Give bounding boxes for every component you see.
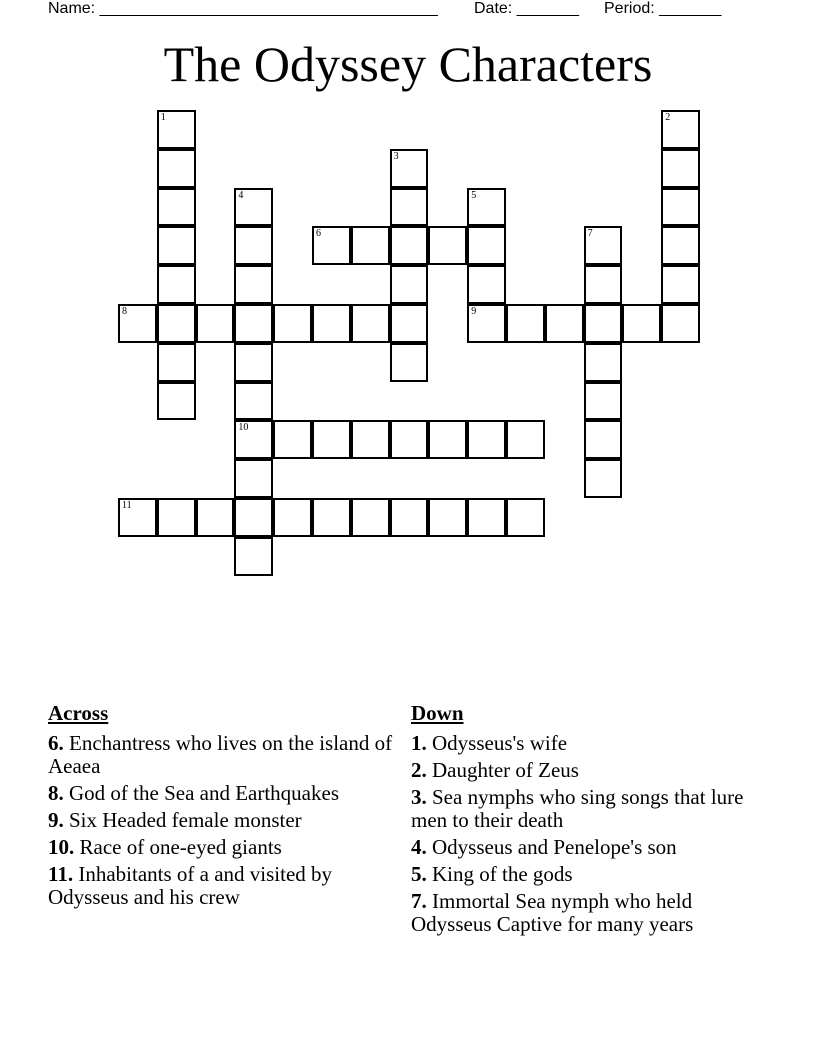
crossword-cell[interactable] bbox=[661, 149, 700, 188]
crossword-cell[interactable] bbox=[467, 188, 506, 227]
crossword-cell[interactable] bbox=[234, 382, 273, 421]
crossword-cell[interactable] bbox=[351, 420, 390, 459]
down-clue bbox=[411, 836, 756, 859]
crossword-cell[interactable] bbox=[390, 149, 429, 188]
across-clue-list bbox=[48, 732, 393, 909]
crossword-cell[interactable] bbox=[390, 304, 429, 343]
crossword-cell[interactable] bbox=[584, 226, 623, 265]
crossword-cell[interactable] bbox=[390, 188, 429, 227]
crossword-cell[interactable] bbox=[584, 459, 623, 498]
clue-number: 4. bbox=[411, 835, 427, 859]
clue-number: 8 bbox=[122, 306, 127, 317]
clue-number: 6 bbox=[316, 228, 321, 240]
crossword-cell[interactable] bbox=[157, 110, 196, 149]
crossword-cell[interactable] bbox=[467, 265, 506, 304]
clue-number: 7. bbox=[411, 889, 427, 913]
clue-number: 11. bbox=[48, 862, 74, 886]
crossword-cell[interactable] bbox=[273, 498, 312, 537]
clue-text: God of the Sea and Earthquakes bbox=[63, 781, 339, 805]
crossword-cell[interactable] bbox=[157, 382, 196, 421]
clue-number: 8. bbox=[48, 781, 64, 805]
across-clue bbox=[48, 782, 393, 805]
down-clue bbox=[411, 890, 756, 936]
clue-number: 10. bbox=[48, 835, 75, 859]
crossword-cell[interactable] bbox=[506, 420, 545, 459]
crossword-cell[interactable] bbox=[351, 304, 390, 343]
down-clue bbox=[411, 786, 756, 832]
across-clues bbox=[48, 702, 393, 913]
crossword-cell[interactable] bbox=[622, 304, 661, 343]
across-clue bbox=[48, 836, 393, 859]
down-clue-list bbox=[411, 732, 756, 936]
crossword-cell[interactable] bbox=[584, 382, 623, 421]
down-heading: Down bbox=[411, 701, 464, 725]
clue-text: Sea nymphs who sing songs that lure men to their death bbox=[411, 785, 744, 832]
crossword-cell[interactable] bbox=[584, 343, 623, 382]
crossword-cell[interactable] bbox=[467, 304, 506, 343]
crossword-cell[interactable] bbox=[661, 265, 700, 304]
crossword-cell[interactable] bbox=[467, 226, 506, 265]
crossword-cell[interactable] bbox=[273, 304, 312, 343]
crossword-cell[interactable] bbox=[584, 265, 623, 304]
crossword-cell[interactable] bbox=[661, 226, 700, 265]
crossword-cell[interactable] bbox=[234, 188, 273, 227]
crossword-cell[interactable] bbox=[545, 304, 584, 343]
crossword-cell[interactable] bbox=[506, 498, 545, 537]
clue-number: 7 bbox=[587, 228, 593, 240]
clue-number: 2 bbox=[665, 112, 671, 123]
across-heading: Across bbox=[48, 701, 109, 725]
crossword-cell[interactable] bbox=[234, 343, 273, 382]
crossword-cell[interactable] bbox=[506, 304, 545, 343]
date-label: Date: _______ bbox=[474, 0, 579, 17]
crossword-cell[interactable] bbox=[234, 498, 273, 537]
down-clue bbox=[411, 863, 756, 886]
crossword-cell[interactable] bbox=[234, 420, 273, 459]
clue-number: 4 bbox=[238, 189, 244, 201]
clue-number: 9 bbox=[471, 306, 477, 317]
clue-text: Odysseus's wife bbox=[426, 731, 568, 755]
clue-number: 10 bbox=[238, 422, 249, 434]
page-title: The Odyssey Characters bbox=[163, 36, 653, 92]
crossword-cell[interactable] bbox=[351, 498, 390, 537]
crossword-cell[interactable] bbox=[584, 304, 623, 343]
crossword-cell[interactable] bbox=[390, 420, 429, 459]
clue-text: Odysseus and Penelope's son bbox=[426, 835, 677, 859]
crossword-cell[interactable] bbox=[157, 226, 196, 265]
crossword-cell[interactable] bbox=[390, 226, 429, 265]
clue-number: 1. bbox=[411, 731, 427, 755]
clue-number: 9. bbox=[48, 808, 64, 832]
clue-number: 1 bbox=[160, 112, 166, 123]
crossword-cell[interactable] bbox=[234, 265, 273, 304]
crossword-cell[interactable] bbox=[196, 498, 235, 537]
name-label: Name: ______________________________________ bbox=[48, 0, 438, 17]
clue-text: Six Headed female monster bbox=[63, 808, 302, 832]
clue-number: 3. bbox=[411, 785, 427, 809]
crossword-cell[interactable] bbox=[428, 420, 467, 459]
crossword-cell[interactable] bbox=[428, 498, 467, 537]
clue-number: 3 bbox=[393, 150, 399, 162]
crossword-cell[interactable] bbox=[118, 498, 157, 537]
crossword-cell[interactable] bbox=[196, 304, 235, 343]
clue-number: 6. bbox=[48, 731, 64, 755]
crossword-cell[interactable] bbox=[312, 226, 351, 265]
crossword-cell[interactable] bbox=[584, 420, 623, 459]
crossword-cell[interactable] bbox=[312, 420, 351, 459]
crossword-cell[interactable] bbox=[661, 110, 700, 149]
crossword-cell[interactable] bbox=[234, 304, 273, 343]
crossword-cell[interactable] bbox=[428, 226, 467, 265]
crossword-cell[interactable] bbox=[157, 188, 196, 227]
down-clues bbox=[411, 702, 756, 940]
clue-text: Enchantress who lives on the island of Aeaea bbox=[48, 731, 393, 778]
crossword-cell[interactable] bbox=[234, 459, 273, 498]
crossword-cell[interactable] bbox=[351, 226, 390, 265]
across-clue bbox=[48, 732, 393, 778]
clue-text: King of the gods bbox=[426, 862, 573, 886]
down-clue bbox=[411, 759, 756, 782]
crossword-cell[interactable] bbox=[157, 304, 196, 343]
crossword-cell[interactable] bbox=[467, 420, 506, 459]
crossword-cell[interactable] bbox=[390, 343, 429, 382]
crossword-cell[interactable] bbox=[661, 304, 700, 343]
crossword-cell[interactable] bbox=[157, 265, 196, 304]
crossword-cell[interactable] bbox=[157, 498, 196, 537]
clue-number: 2. bbox=[411, 758, 427, 782]
down-clue bbox=[411, 732, 756, 755]
crossword-cell[interactable] bbox=[157, 149, 196, 188]
clue-number: 5 bbox=[471, 189, 477, 201]
crossword-cell[interactable] bbox=[234, 537, 273, 576]
across-clue bbox=[48, 809, 393, 832]
crossword-cell[interactable] bbox=[390, 265, 429, 304]
crossword-cell[interactable] bbox=[234, 226, 273, 265]
crossword-cell[interactable] bbox=[312, 304, 351, 343]
clue-text: Race of one-eyed giants bbox=[74, 835, 282, 859]
clue-number: 11 bbox=[122, 500, 132, 511]
clue-text: Inhabitants of a and visited by Odysseus and his crew bbox=[48, 862, 333, 909]
across-clue bbox=[48, 863, 393, 909]
crossword-cell[interactable] bbox=[118, 304, 157, 343]
crossword-cell[interactable] bbox=[157, 343, 196, 382]
clue-text: Immortal Sea nymph who held Odysseus Captive for many years bbox=[411, 889, 694, 936]
period-label: Period: _______ bbox=[604, 0, 722, 17]
crossword-cell[interactable] bbox=[273, 420, 312, 459]
crossword-cell[interactable] bbox=[661, 188, 700, 227]
crossword-cell[interactable] bbox=[467, 498, 506, 537]
crossword-cell[interactable] bbox=[390, 498, 429, 537]
crossword-cell[interactable] bbox=[312, 498, 351, 537]
clue-text: Daughter of Zeus bbox=[426, 758, 579, 782]
clue-number: 5. bbox=[411, 862, 427, 886]
